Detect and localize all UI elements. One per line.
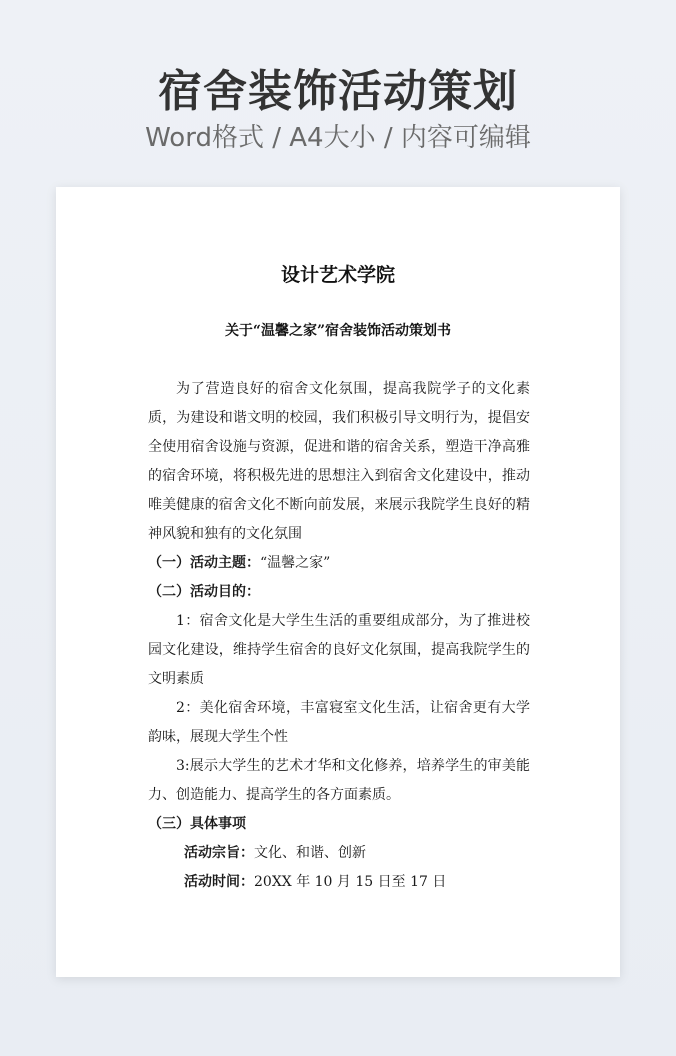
banner-subtitle: Word格式 / A4大小 / 内容可编辑 [145, 123, 531, 153]
section-details-heading: （三）具体事项 [148, 816, 246, 832]
document-organization: 设计艺术学院 [280, 264, 395, 286]
activity-purpose-value: 文化、和谐、创新 [254, 845, 366, 861]
purpose-item-3: 3:展示大学生的艺术才华和文化修养，培养学生的审美能力、创造能力、提高学生的各方面素质。 [148, 758, 530, 803]
activity-time-value: 20XX 年 10 月 15 日至 17 日 [254, 874, 447, 890]
document-page [56, 187, 620, 977]
intro-paragraph: 为了营造良好的宿舍文化氛围，提高我院学子的文化素质，为建设和谐文明的校园，我们积极引导文明行为，提倡安全使用宿舍设施与资源，促进和谐的宿舍关系，塑造干净高雅的宿舍环境，将积极先进的思想注入到宿舍文化建设中，推动唯美健康的宿舍文化不断向前发展，来展示我院学生良好的精神风貌和独有的文化氛围 [148, 381, 530, 542]
document-body [148, 375, 530, 897]
section-theme-label: （一）活动主题： [148, 555, 260, 571]
purpose-item-2: 2：美化宿舍环境，丰富寝室文化生活，让宿舍更有大学韵味，展现大学生个性 [148, 700, 530, 745]
section-theme-value: “温馨之家” [260, 555, 331, 571]
section-purpose-heading: （二）活动目的： [148, 584, 260, 600]
activity-time-label: 活动时间： [184, 874, 254, 890]
section-theme [148, 549, 530, 578]
activity-time-line [148, 868, 530, 897]
activity-purpose-line [148, 839, 530, 868]
banner-title: 宿舍装饰活动策划 [158, 66, 518, 117]
document-title: 关于“温馨之家”宿舍装饰活动策划书 [224, 323, 452, 339]
purpose-item-1: 1：宿舍文化是大学生生活的重要组成部分，为了推进校园文化建设，维持学生宿舍的良好文化氛围，提高我院学生的文明素质 [148, 613, 530, 687]
activity-purpose-label: 活动宗旨： [184, 845, 254, 861]
